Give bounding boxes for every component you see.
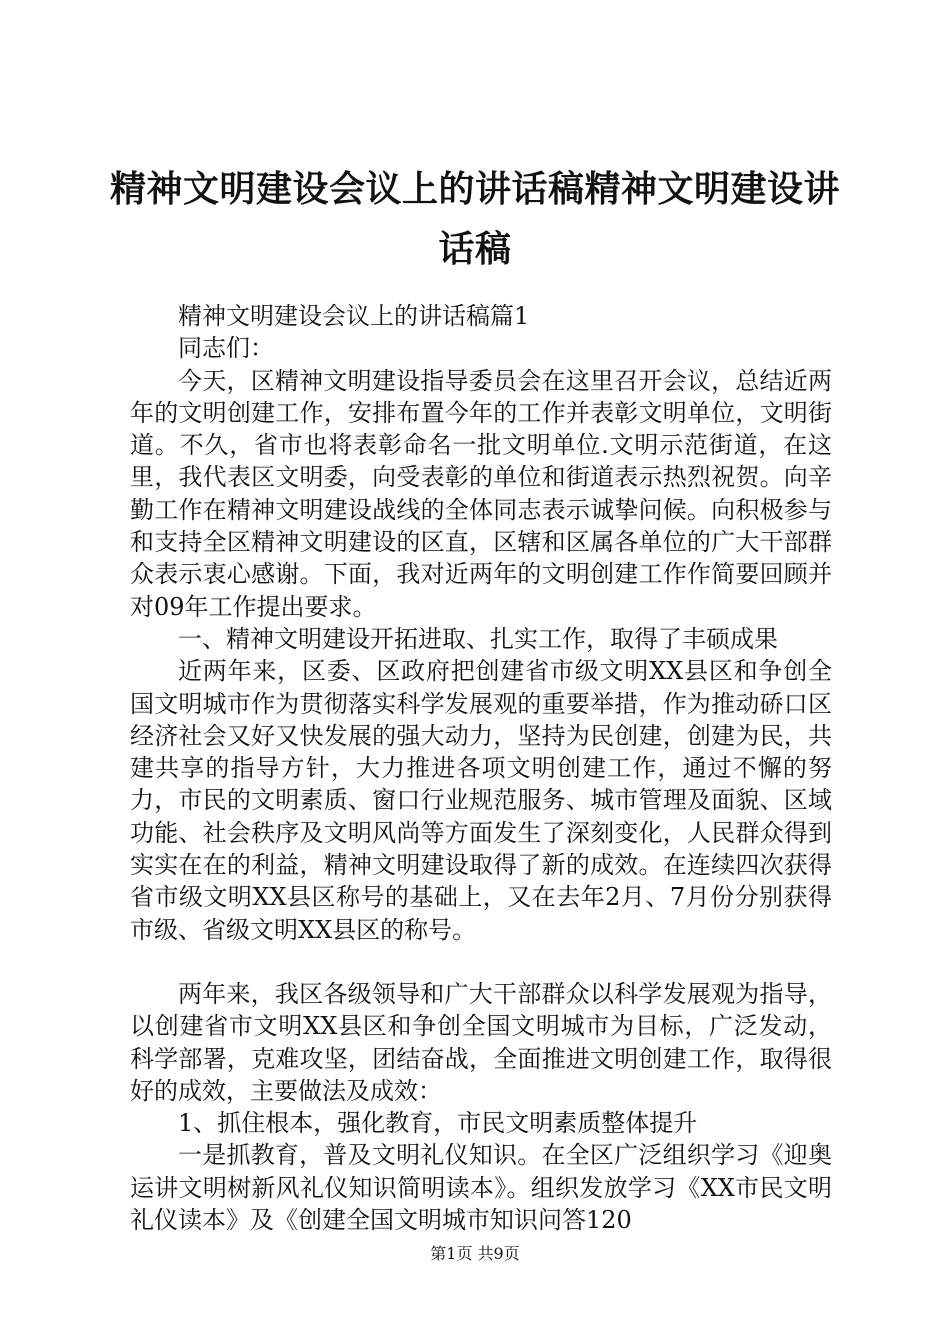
subheading-one: 一、精神文明建设开拓进取、扎实工作，取得了丰硕成果: [178, 624, 778, 653]
body-paragraph: 一是抓教育，普及文明礼仪知识。在全区广泛组织学习《迎奥运讲文明树新风礼仪知识简明读本》。组织发放学习《XX市民文明礼仪读本》及《创建全国文明城市知识问答120: [130, 1141, 832, 1235]
document-body: [130, 300, 832, 1236]
page-footer: 第1页 共9页: [430, 1244, 520, 1263]
subheading-1: 1、抓住根本，强化教育，市民文明素质整体提升: [178, 1109, 698, 1138]
body-paragraph: 两年来，我区各级领导和广大干部群众以科学发展观为指导，以创建省市文明XX县区和争创全国文明城市为目标，广泛发动，科学部署，克难攻坚，团结奋战，全面推进文明创建工作，取得很好的成效，主要做法及成效：: [130, 979, 832, 1105]
document-title: 精神文明建设会议上的讲话稿精神文明建设讲话稿: [110, 169, 841, 270]
salutation: 同志们：: [178, 334, 274, 363]
body-paragraph: 今天，区精神文明建设指导委员会在这里召开会议，总结近两年的文明创建工作，安排布置今年的工作并表彰文明单位，文明街道。不久，省市也将表彰命名一批文明单位.文明示范街道，在这里，我代表区文明委，向受表彰的单位和街道表示热烈祝贺。向辛勤工作在精神文明建设战线的全体同志表示诚挚问候。向积极参与和支持全区精神文明建设的区直，区辖和区属各单位的广大干部群众表示衷心感谢。下面，我对近两年的文明创建工作作简要回顾并对09年工作提出要求。: [130, 366, 832, 621]
section-heading: 精神文明建设会议上的讲话稿篇1: [178, 302, 530, 330]
body-paragraph: 近两年来，区委、区政府把创建省市级文明XX县区和争创全国文明城市作为贯彻落实科学发展观的重要举措，作为推动硚口区经济社会又好又快发展的强大动力，坚持为民创建，创建为民，共建共享的指导方针，大力推进各项文明创建工作，通过不懈的努力，市民的文明素质、窗口行业规范服务、城市管理及面貌、区域功能、社会秩序及文明风尚等方面发生了深刻变化，人民群众得到实实在在的利益，精神文明建设取得了新的成效。在连续四次获得省市级文明XX县区称号的基础上，又在去年2月、7月份分别获得市级、省级文明XX县区的称号。: [130, 657, 832, 944]
